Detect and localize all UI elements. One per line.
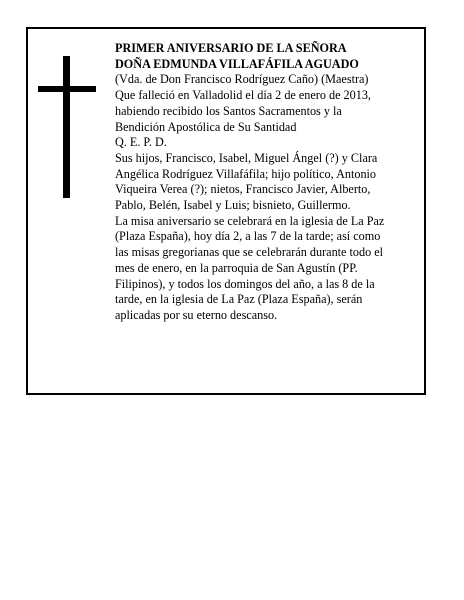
family-line-1: Sus hijos, Francisco, Isabel, Miguel Ángel (?) y Clara — [115, 150, 378, 165]
notice-title-line-2: DOÑA EDMUNDA VILLAFÁFILA AGUADO — [115, 56, 359, 71]
mass-line-2: (Plaza España), hoy día 2, a las 7 de la tarde; así como — [115, 229, 381, 244]
family-line-4: Pablo, Belén, Isabel y Luis; bisnieto, Guillermo. — [115, 198, 351, 213]
notice-title-line-1: PRIMER ANIVERSARIO DE LA SEÑORA — [115, 41, 347, 55]
rip-line: Q. E. P. D. — [115, 135, 167, 150]
family-line-2: Angélica Rodríguez Villafáfila; hijo político, Antonio — [115, 166, 377, 181]
cross-horizontal-bar — [38, 86, 96, 92]
obituary-notice — [26, 27, 426, 395]
mass-line-4: mes de enero, en la parroquia de San Agustín (PP. — [115, 260, 358, 275]
latin-cross-icon — [38, 56, 96, 198]
mass-line-7: aplicadas por su eterno descanso. — [115, 307, 278, 322]
sacraments-line: habiendo recibido los Santos Sacramentos y la — [115, 103, 342, 118]
widow-of-line: (Vda. de Don Francisco Rodríguez Caño) (Maestra) — [115, 72, 369, 87]
mass-line-1: La misa aniversario se celebrará en la iglesia de La Paz — [115, 213, 385, 228]
cross-vertical-bar — [63, 56, 70, 198]
mass-line-3: las misas gregorianas que se celebrarán durante todo el — [115, 245, 384, 260]
family-line-3: Viqueira Verea (?); nietos, Francisco Javier, Alberto, — [115, 182, 371, 197]
mass-line-6: tarde, en la iglesia de La Paz (Plaza España), serán — [115, 292, 363, 307]
death-date-line: Que falleció en Valladolid el día 2 de enero de 2013, — [115, 88, 371, 103]
mass-line-5: Filipinos), y todos los domingos del año, a las 8 de la — [115, 276, 375, 291]
notice-text-block — [115, 41, 420, 324]
blessing-line: Bendición Apostólica de Su Santidad — [115, 119, 297, 134]
